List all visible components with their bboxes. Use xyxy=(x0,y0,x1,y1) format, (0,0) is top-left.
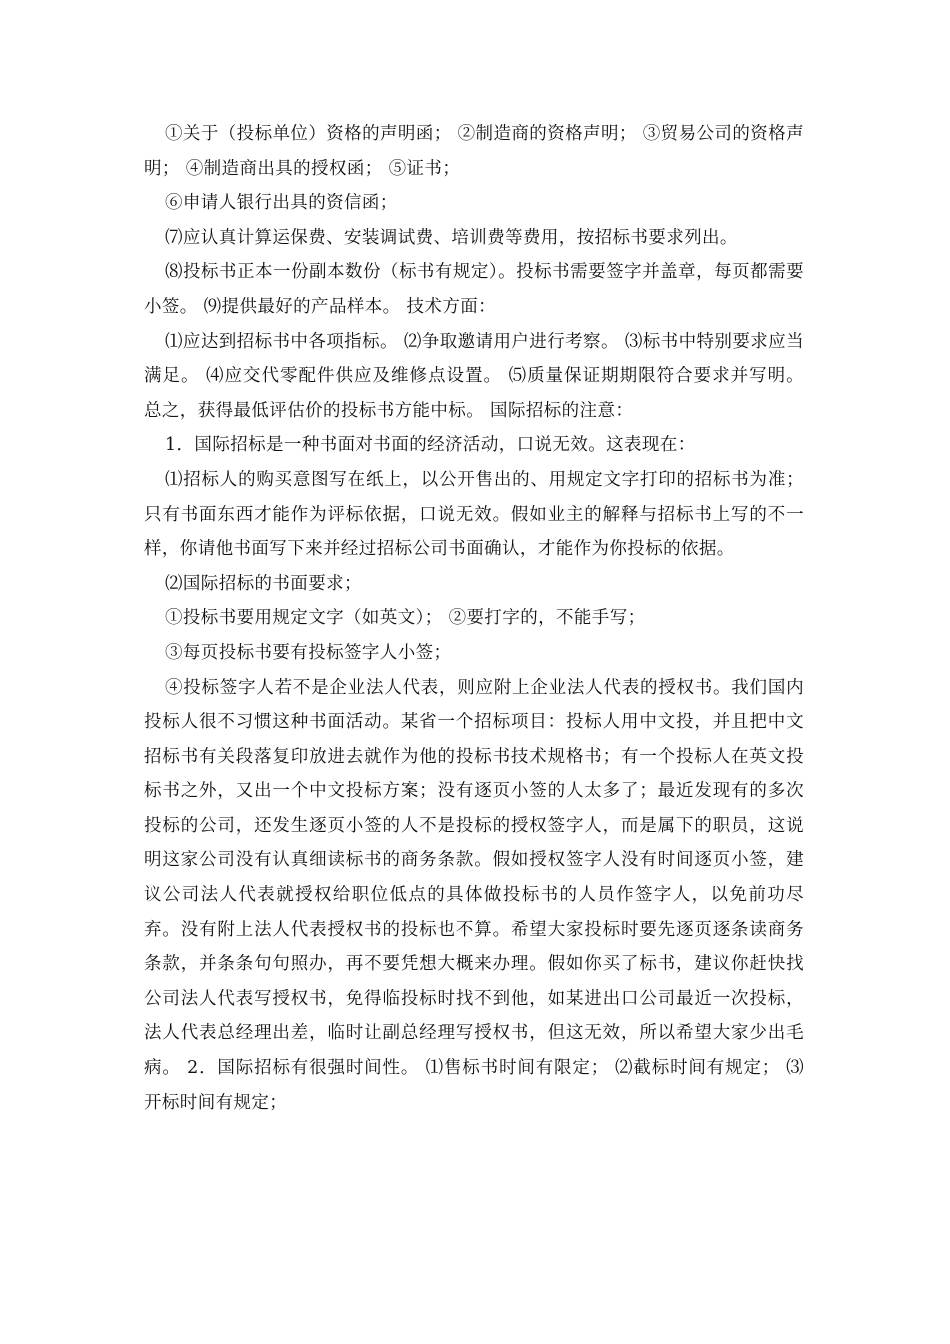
paragraph-cost-calculation: ⑺应认真计算运保费、安装调试费、培训费等费用，按招标书要求列出。 xyxy=(165,227,738,248)
paragraph-written-requirements: ⑵国际招标的书面要求； xyxy=(165,573,362,594)
paragraph-page-initials: ③每页投标书要有投标签字人小签； xyxy=(165,642,452,663)
paragraph-purchase-intent: ⑴招标人的购买意图写在纸上，以公开售出的、用规定文字打印的招标书为准；只有书面东西才能作为评标依据，口说无效。假如业主的解释与招标书上写的不一样，你请他书面写下来并经过招标公司书面确认，才能作为你投标的依据。 xyxy=(144,469,804,560)
paragraph-qualification-documents: ①关于（投标单位）资格的声明函； ②制造商的资格声明； ③贸易公司的资格声明； ④制造商出具的授权函； ⑤证书； xyxy=(144,124,804,179)
paragraph-technical-requirements: ⑴应达到招标书中各项指标。 ⑵争取邀请用户进行考察。 ⑶标书中特别要求应当满足。 ⑷应交代零配件供应及维修点设置。 ⑸质量保证期期限符合要求并写明。 总之，获得最低评估价的投标书方能中标。 国际招标的注意： xyxy=(144,331,804,421)
paragraph-authorization-letter: ④投标签字人若不是企业法人代表，则应附上企业法人代表的授权书。我们国内投标人很不习惯这种书面活动。某省一个招标项目：投标人用中文投，并且把中文招标书有关段落复印放进去就作为他的投标书技术规格书；有一个投标人在英文投标书之外，又出一个中文投标方案；没有逐页小签的人太多了；最近发现有的多次投标的公司，还发生逐页小签的人不是投标的授权签字人，而是属下的职员，这说明这家公司没有认真细读标书的商务条款。假如授权签字人没有时间逐页小签，建议公司法人代表就授权给职位低点的具体做投标书的人员作签字人，以免前功尽弃。没有附上法人代表授权书的投标也不算。希望大家投标时要先逐页逐条读商务条款，并条条句句照办，再不要凭想大概来办理。假如你买了标书，建议你赶快找公司法人代表写授权书，免得临投标时找不到他，如某进出口公司最近一次投标，法人代表总经理出差，临时让副总经理写授权书，但这无效，所以希望大家少出毛病。 2．国际招标有很强时间性。 ⑴售标书时间有限定； ⑵截标时间有规定； ⑶开标时间有规定； xyxy=(144,677,804,1113)
document-body xyxy=(144,117,804,1120)
paragraph-original-copies: ⑻投标书正本一份副本数份（标书有规定）。投标书需要签字并盖章，每页都需要小签。 ⑼提供最好的产品样本。 技术方面： xyxy=(144,262,804,317)
paragraph-bank-credit-letter: ⑥申请人银行出具的资信函； xyxy=(165,193,398,214)
paragraph-language-typing: ①投标书要用规定文字（如英文）； ②要打字的，不能手写； xyxy=(165,608,646,629)
paragraph-written-activity: 1．国际招标是一种书面对书面的经济活动，口说无效。这表现在： xyxy=(165,435,696,456)
